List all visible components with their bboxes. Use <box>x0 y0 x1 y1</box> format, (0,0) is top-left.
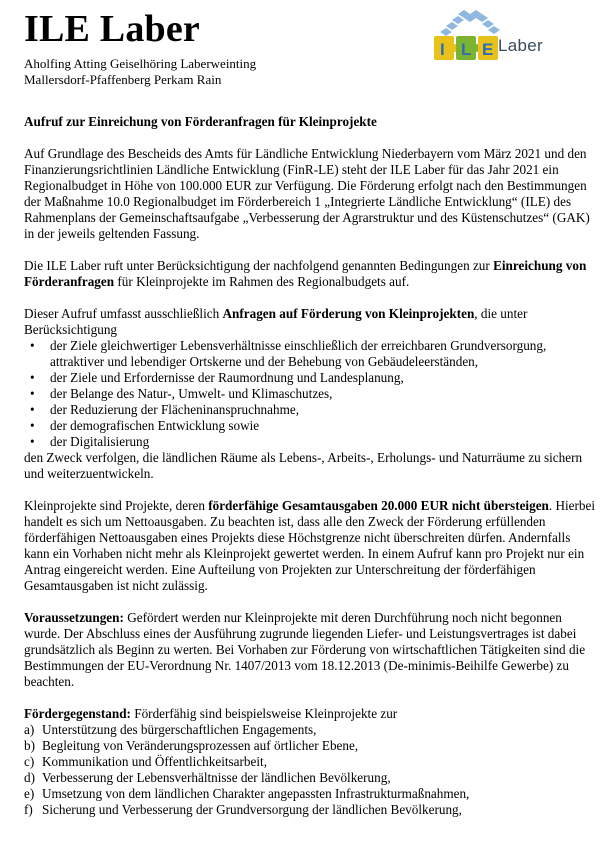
bavarian-pattern <box>440 10 500 36</box>
paragraph-funding-subject <box>24 706 598 722</box>
paragraph-call <box>24 258 598 290</box>
list-item-letter: e) <box>24 786 35 801</box>
list-item-text: der Ziele und Erfordernisse der Raumordnung und Landesplanung, <box>50 370 404 385</box>
list-item-text: der Ziele gleichwertiger Lebensverhältnisse einschließlich der erreichbaren Grundversorgung, attraktiver und lebendiger Ortskerne und der Behebung von Gebäudeleerständen, <box>50 338 547 369</box>
page-title: ILE Laber <box>24 8 200 50</box>
list-item <box>24 418 598 434</box>
list-item <box>24 386 598 402</box>
paragraph-scope-text-2: , die unter Berücksichtigung <box>24 306 528 337</box>
section-heading: Aufruf zur Einreichung von Förderanfragen für Kleinprojekte <box>24 114 377 129</box>
list-item-text: der Reduzierung der Flächeninanspruchnahme, <box>50 402 300 417</box>
list-item-letter: b) <box>24 738 35 753</box>
document-body <box>24 114 598 818</box>
list-item-text: der Belange des Natur-, Umwelt- und Klimaschutzes, <box>50 386 333 401</box>
bullet-icon: • <box>30 434 35 449</box>
funding-subject-list <box>24 722 598 818</box>
list-item <box>24 754 598 770</box>
paragraph-small-projects-text-2: . Hierbei handelt es sich um Nettoausgaben. Zu beachten ist, dass alle den Zweck der Förderung erfüllenden förderfähigen Nettoausgaben eines Projekts diese Höchstgrenze nicht überschreiten dürfen. Andernfalls kann ein Vorhaben nicht mehr als Kleinprojekt gewertet werden. In einem Aufruf kann pro Projekt nur ein Antrag eingereicht werden. Eine Aufteilung von Projekten zur Unterschreitung der förderfähigen Gesamtausgaben ist nicht zulässig. <box>24 498 596 593</box>
list-item-text: Kommunikation und Öffentlichkeitsarbeit, <box>42 754 267 769</box>
criteria-bullet-list <box>24 338 598 450</box>
paragraph-small-projects-emphasis: förderfähige Gesamtausgaben 20.000 EUR nicht übersteigen <box>208 498 549 513</box>
list-item-text: Unterstützung des bürgerschaftlichen Engagements, <box>42 722 317 737</box>
paragraph-scope-end: den Zweck verfolgen, die ländlichen Räume als Lebens-, Arbeits-, Erholungs- und Naturräume zu sichern und weiterzuentwickeln. <box>24 450 583 481</box>
list-item-text: der Digitalisierung <box>50 434 150 449</box>
list-item-letter: a) <box>24 722 35 737</box>
paragraph-call-text-2: für Kleinprojekte im Rahmen des Regionalbudgets auf. <box>114 274 410 289</box>
list-item-letter: c) <box>24 754 35 769</box>
list-item <box>24 786 598 802</box>
requirements-text: Gefördert werden nur Kleinprojekte mit deren Durchführung noch nicht begonnen wurde. Der Abschluss eines der Ausführung zugrunde liegenden Liefer- und Leistungsvertrages ist dabei grundsätzlich als Beginn zu werten. Bei Vorhaben zur Förderung von wirtschaftlichen Tätigkeiten sind die Bestimmungen der EU-Verordnung Nr. 1407/2013 vom 18.12.2013 (De-minimis-Beihilfe Gewerbe) zu beachten. <box>24 610 586 689</box>
list-item <box>24 770 598 786</box>
list-item <box>24 338 598 370</box>
logo-letter-l: L <box>461 40 472 59</box>
bullet-icon: • <box>30 402 35 417</box>
list-item <box>24 370 598 386</box>
bullet-icon: • <box>30 338 35 353</box>
paragraph-call-emphasis: Einreichung von Förderanfragen <box>24 258 587 289</box>
logo-letter-e: E <box>482 40 494 59</box>
list-item <box>24 402 598 418</box>
paragraph-scope-text-1: Dieser Aufruf umfasst ausschließlich <box>24 306 223 321</box>
paragraph-small-projects <box>24 498 598 594</box>
bullet-icon: • <box>30 386 35 401</box>
logo-letter-i: I <box>440 40 445 59</box>
paragraph-intro: Auf Grundlage des Bescheids des Amts für Ländliche Entwicklung Niederbayern vom März 2021 und den Finanzierungsrichtlinien Ländliche Entwicklung (FinR-LE) steht der ILE Laber für das Jahr 2021 ein Regionalbudget in Höhe von 100.000 EUR zur Verfügung. Die Förderung erfolgt nach den Bestimmungen der Maßnahme 10.0 Regionalbudget im Förderbereich 1 „Integrierte Ländliche Entwicklung“ (ILE) des Rahmenplans der Gemeinschaftsaufgabe „Verbesserung der Agrarstruktur und des Küstenschutzes“ (GAK) in der jeweils geltenden Fassung. <box>24 146 590 241</box>
list-item <box>24 738 598 754</box>
list-item <box>24 802 598 818</box>
list-item-text: Verbesserung der Lebensverhältnisse der ländlichen Bevölkerung, <box>42 770 391 785</box>
paragraph-scope-emphasis: Anfragen auf Förderung von Kleinprojekten <box>222 306 475 321</box>
list-item-text: Begleitung von Veränderungsprozessen auf örtlicher Ebene, <box>42 738 359 753</box>
member-towns-line-2: Mallersdorf-Pfaffenberg Perkam Rain <box>24 72 222 87</box>
funding-subject-label: Fördergegenstand: <box>24 706 131 721</box>
list-item-text: der demografischen Entwicklung sowie <box>50 418 260 433</box>
requirements-label: Voraussetzungen: <box>24 610 124 625</box>
paragraph-scope <box>24 306 598 338</box>
bullet-icon: • <box>30 418 35 433</box>
list-item-text: Sicherung und Verbesserung der Grundversorgung der ländlichen Bevölkerung, <box>42 802 462 817</box>
logo-wordmark: Laber <box>498 36 543 55</box>
list-item-text: Umsetzung von dem ländlichen Charakter angepassten Infrastrukturmaßnahmen, <box>42 786 470 801</box>
list-item-letter: d) <box>24 770 35 785</box>
list-item <box>24 434 598 450</box>
list-item <box>24 722 598 738</box>
paragraph-requirements <box>24 610 598 690</box>
paragraph-small-projects-text-1: Kleinprojekte sind Projekte, deren <box>24 498 209 513</box>
paragraph-call-text-1: Die ILE Laber ruft unter Berücksichtigung der nachfolgend genannten Bedingungen zur <box>24 258 494 273</box>
member-towns-line-1: Aholfing Atting Geiselhöring Laberweinting <box>24 56 257 71</box>
list-item-letter: f) <box>24 802 33 817</box>
bullet-icon: • <box>30 370 35 385</box>
funding-subject-text: Förderfähig sind beispielsweise Kleinprojekte zur <box>130 706 398 721</box>
